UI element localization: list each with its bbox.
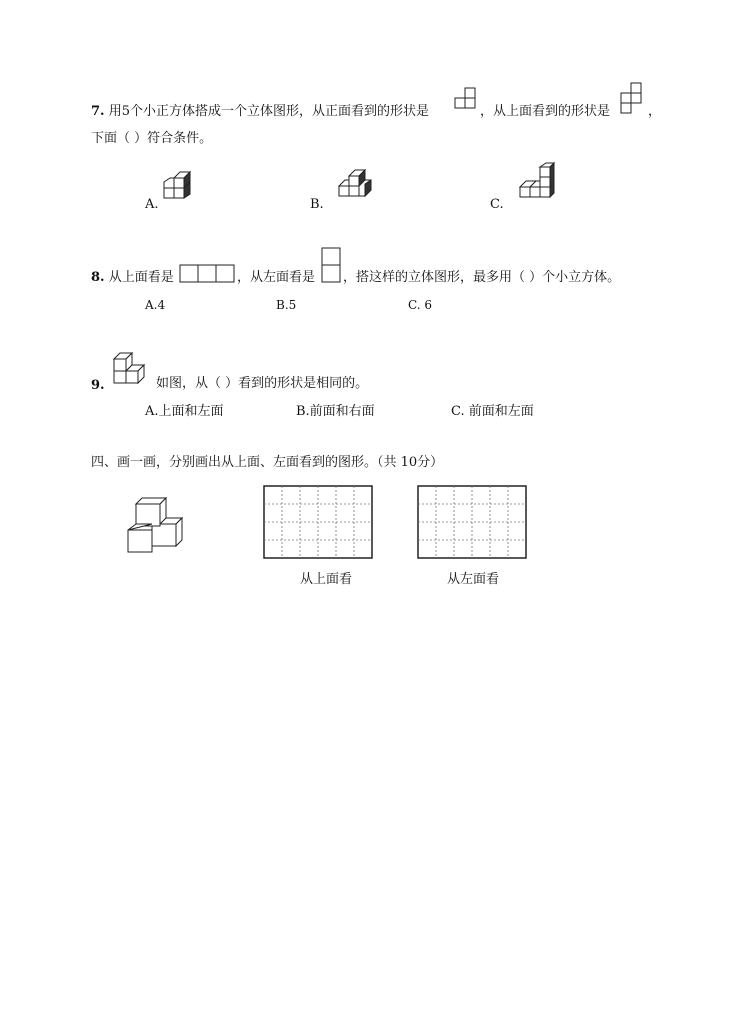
q8-option-a: A.4 xyxy=(145,298,166,312)
question-7-text-a: 用5个小正方体搭成一个立体图形，从正面看到的形状是 xyxy=(108,104,429,119)
q7-front-view-figure xyxy=(454,88,480,110)
q7-option-c-label: C. xyxy=(490,197,504,212)
section-4-cubes-figure xyxy=(126,494,186,556)
question-7-line-2: 下面（ ）符合条件。 xyxy=(91,131,213,146)
question-8-text-a: 从上面看是 xyxy=(108,270,174,285)
q8-option-b: B.5 xyxy=(276,298,297,312)
question-8-text-c: ，搭这样的立体图形，最多用（ ）个小立方体。 xyxy=(343,270,621,285)
q9-cubes-figure xyxy=(111,347,155,387)
left-view-grid-label: 从左面看 xyxy=(447,572,500,587)
question-9-number: 9. xyxy=(91,378,105,393)
question-7-text-b: ，从上面看到的形状是 xyxy=(480,104,611,119)
q9-option-a: A.上面和左面 xyxy=(145,404,224,419)
question-7-text-c: ， xyxy=(648,104,662,119)
question-9-text: 如图，从（ ）看到的形状是相同的。 xyxy=(156,376,369,391)
q7-option-a-label: A. xyxy=(145,197,159,212)
section-4-title: 四、画一画，分别画出从上面、左面看到的图形。（共 10分） xyxy=(91,455,444,470)
top-view-grid-label: 从上面看 xyxy=(300,572,353,587)
q9-option-b: B.前面和右面 xyxy=(296,404,375,419)
q7-option-b-cubes-figure xyxy=(337,168,375,200)
question-8-line xyxy=(91,270,174,286)
q7-option-a-cubes-figure xyxy=(162,168,196,200)
left-view-drawing-grid[interactable] xyxy=(417,485,528,559)
q8-option-c: C. 6 xyxy=(408,298,433,312)
question-8-text-b: ，从左面看是 xyxy=(237,270,316,285)
question-7-number: 7. xyxy=(91,104,105,119)
question-7-line-1 xyxy=(91,104,429,120)
q9-option-c: C. 前面和左面 xyxy=(451,404,534,419)
q7-top-view-figure xyxy=(621,82,643,114)
q7-option-c-cubes-figure xyxy=(518,163,558,201)
top-view-drawing-grid[interactable] xyxy=(263,485,374,559)
q8-left-view-figure xyxy=(321,247,343,285)
q7-option-b-label: B. xyxy=(310,197,324,212)
q8-top-view-figure xyxy=(179,264,237,284)
question-8-number: 8. xyxy=(91,270,105,285)
